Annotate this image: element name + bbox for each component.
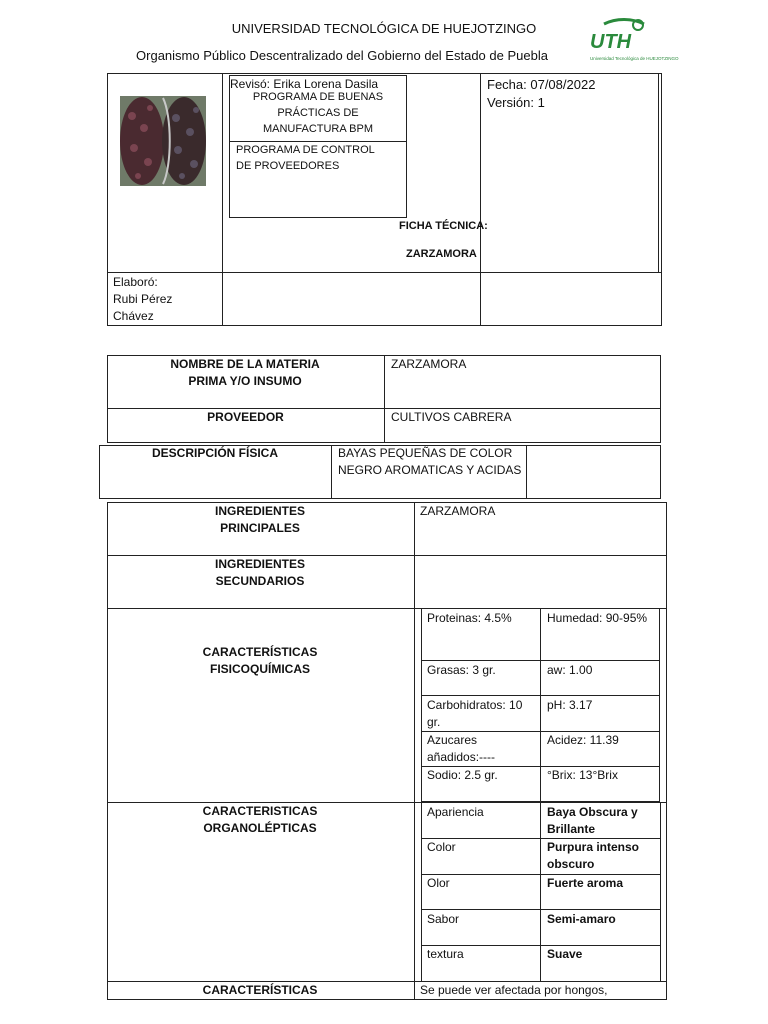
descripcion-label: DESCRIPCIÓN FÍSICA [151, 446, 278, 460]
logo-text: UTH [590, 31, 632, 53]
ingredientes-principales-value: ZARZAMORA [420, 504, 496, 518]
fq-cell: °Brix: 13°Brix [547, 768, 618, 782]
caracteristicas-value: Se puede ver afectada por hongos, [420, 983, 608, 997]
org-value: Fuerte aroma [547, 876, 624, 890]
org-attribute: textura [427, 947, 464, 961]
org-attribute: Apariencia [427, 805, 484, 819]
fq-cell: Carbohidratos: 10 gr. [427, 698, 523, 729]
elaboro-name: Rubi Pérez Chávez [113, 292, 173, 323]
materia-label: NOMBRE DE LA MATERIA PRIMA Y/O INSUMO [170, 357, 320, 388]
fq-cell: Humedad: 90-95% [547, 611, 648, 625]
elaboro-label: Elaboró: [113, 275, 158, 289]
organolepticas-label: CARACTERISTICAS ORGANOLÉPTICAS [202, 804, 318, 835]
fq-cell: Acidez: 11.39 [547, 733, 619, 747]
fq-cell: pH: 3.17 [547, 698, 593, 712]
org-value: Baya Obscura y Brillante [547, 805, 638, 836]
caracteristicas-label: CARACTERÍSTICAS [202, 983, 318, 997]
ficha-label: FICHA TÉCNICA: [399, 220, 488, 232]
materia-value: ZARZAMORA [391, 357, 467, 371]
logo-subtext: Universidad Tecnológica de HUEJOTZINGO [590, 56, 679, 61]
ingredientes-secundarios-label: INGREDIENTES SECUNDARIOS [214, 557, 305, 588]
organism-subtitle: Organismo Público Descentralizado del Gobierno del Estado de Puebla [136, 48, 548, 63]
uth-logo [586, 16, 679, 64]
fq-cell: Grasas: 3 gr. [427, 663, 496, 677]
reviso-label: Revisó: Erika Lorena Dasila [230, 77, 379, 91]
fq-cell: Sodio: 2.5 gr. [427, 768, 498, 782]
control-program-title: PROGRAMA DE CONTROL DE PROVEEDORES [236, 144, 375, 172]
ingredientes-principales-label: INGREDIENTES PRINCIPALES [214, 504, 305, 535]
fq-cell: aw: 1.00 [547, 663, 593, 677]
proveedor-label: PROVEEDOR [207, 410, 284, 424]
fecha: Fecha: 07/08/2022 [487, 77, 596, 92]
fisicoquimicas-label: CARACTERÍSTICAS FISICOQUÍMICAS [202, 645, 318, 676]
ficha-value: ZARZAMORA [406, 248, 477, 260]
bpm-program-title: PROGRAMA DE BUENAS PRÁCTICAS DE MANUFACTURA BPM [252, 91, 384, 135]
version: Versión: 1 [487, 95, 545, 110]
org-attribute: Olor [427, 876, 450, 890]
org-value: Semi-amaro [547, 912, 616, 926]
org-attribute: Sabor [427, 912, 460, 926]
proveedor-value: CULTIVOS CABRERA [391, 410, 512, 424]
university-title: UNIVERSIDAD TECNOLÓGICA DE HUEJOTZINGO [231, 21, 537, 36]
descripcion-value: BAYAS PEQUEÑAS DE COLOR NEGRO AROMATICAS Y ACIDAS [338, 446, 522, 477]
fq-cell: Proteinas: 4.5% [427, 611, 512, 625]
org-attribute: Color [427, 840, 456, 854]
org-value: Suave [547, 947, 583, 961]
fq-cell: Azucares añadidos:---- [427, 733, 496, 764]
blackberry-photo [120, 96, 206, 186]
org-value: Purpura intenso obscuro [547, 840, 640, 871]
